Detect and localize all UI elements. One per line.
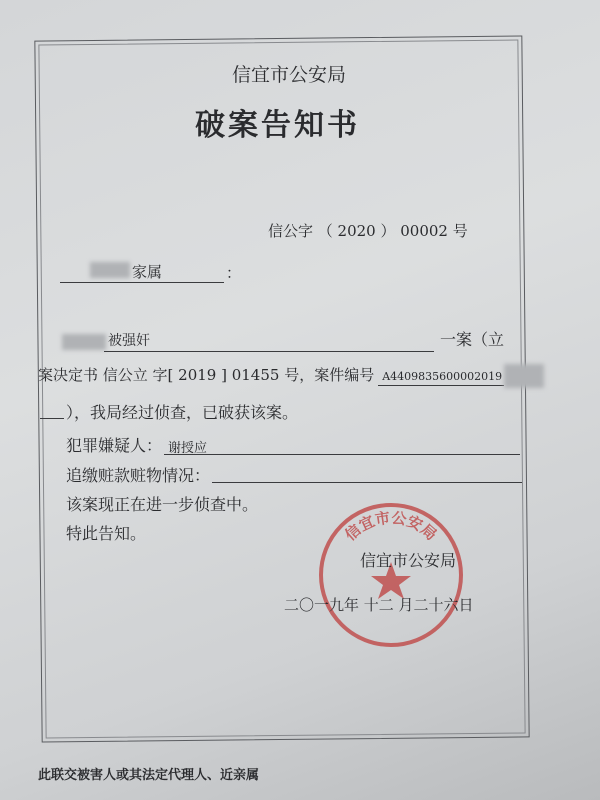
redacted-case-number — [504, 364, 544, 388]
document-number: 信公字 （ 2020 ） 00002 号 — [268, 222, 468, 240]
case-number: A4409835600002019 — [378, 370, 504, 386]
issuer-heading: 信宜市公安局 — [232, 64, 347, 86]
redacted-victim — [62, 334, 106, 350]
suspect-line — [164, 454, 520, 455]
case-suffix: 一案（立 — [440, 330, 505, 349]
closing-text: 特此告知。 — [66, 524, 147, 543]
recipient-line — [60, 282, 224, 283]
official-seal — [316, 500, 466, 650]
case-number-continuation-line — [40, 418, 64, 419]
case-name-line — [104, 351, 434, 352]
status-text: 该案现正在进一步侦查中。 — [66, 495, 259, 514]
footer-note: 此联交被害人或其法定代理人、近亲属 — [38, 768, 260, 783]
recipient-colon: ： — [226, 264, 242, 282]
svg-text:信宜市公安局: 信宜市公安局 — [341, 508, 441, 545]
redacted-name — [90, 262, 130, 278]
case-decision-line: 案决定书 信公立 字[ 2019 ] 01455 号，案件编号 — [38, 366, 375, 384]
case-decision-row — [38, 364, 544, 388]
document-title: 破案告知书 — [195, 108, 360, 143]
recovery-line — [212, 482, 522, 483]
recovery-label: 追缴赃款赃物情况： — [66, 466, 211, 485]
recipient-suffix: 家属 — [132, 263, 163, 281]
case-name: 被强奸 — [108, 333, 150, 349]
issue-date: 二〇一九年 十二 月二十六日 — [284, 596, 474, 614]
suspect-name: 谢授应 — [168, 441, 208, 456]
suspect-label: 犯罪嫌疑人： — [66, 436, 163, 455]
signature-org: 信宜市公安局 — [360, 551, 457, 570]
case-solved-text: ），我局经过侦查，已破获该案。 — [66, 403, 299, 422]
